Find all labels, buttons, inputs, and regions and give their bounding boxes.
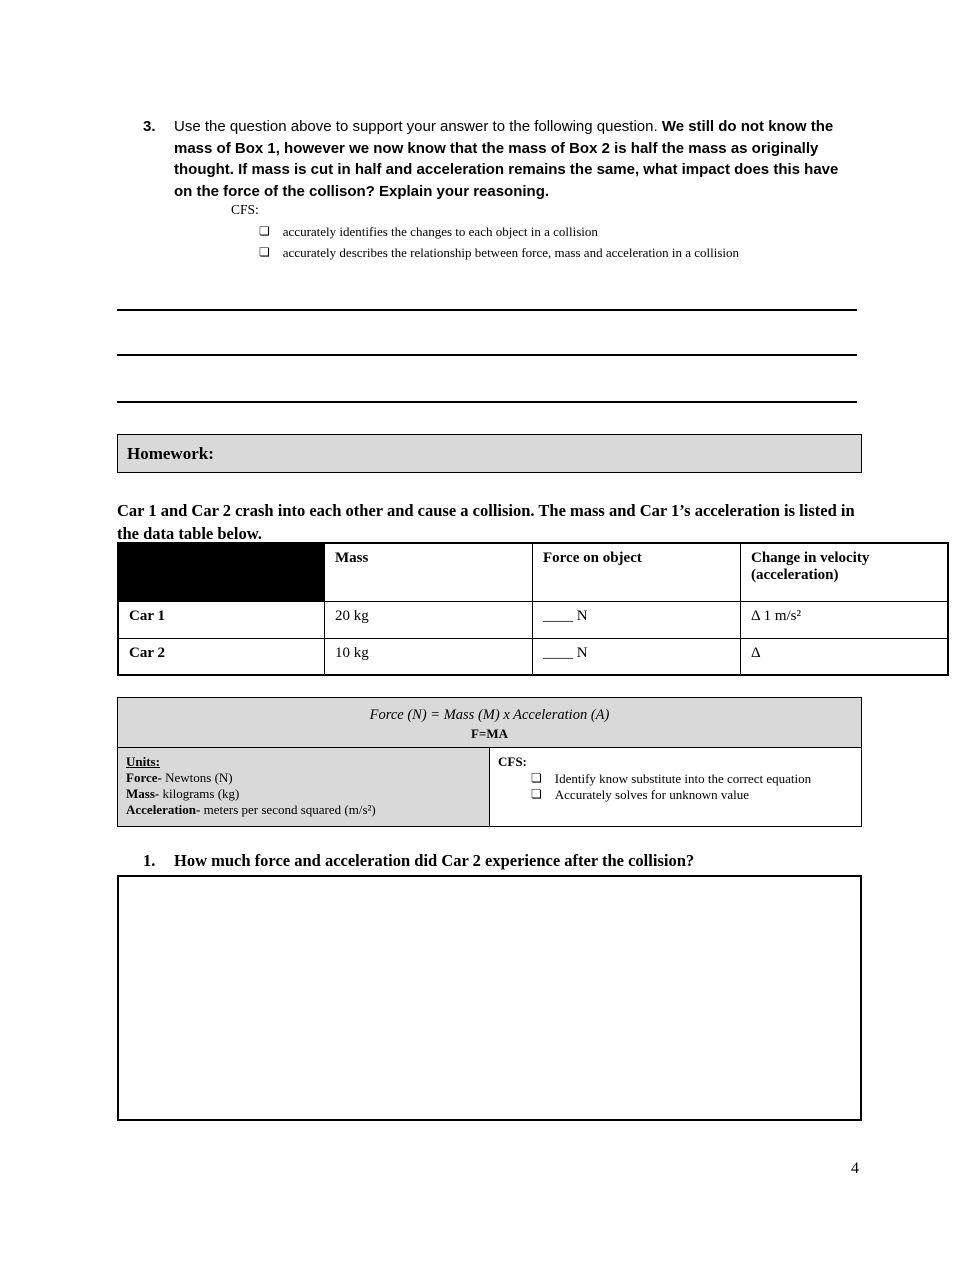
table-cell-car1-velocity: Δ 1 m/s² — [741, 601, 949, 638]
answer-box — [117, 875, 862, 1121]
table-cell-car2-force: ____ N — [533, 638, 741, 675]
unit-force-def: Newtons (N) — [161, 770, 233, 785]
formula-cfs-item-1 — [531, 771, 853, 787]
question-3-cfs-label: CFS: — [231, 202, 259, 217]
table-cell-car1-label: Car 1 — [118, 601, 325, 638]
homework-title: Homework: — [127, 443, 214, 463]
checkbox-icon: ❏ — [259, 224, 270, 238]
unit-mass-term: Mass- — [126, 786, 160, 801]
unit-mass — [126, 786, 481, 802]
question-1-text: How much force and acceleration did Car 2 experience after the collision? — [174, 851, 695, 870]
unit-acceleration-def: meters per second squared (m/s²) — [200, 802, 376, 817]
answer-line-3 — [117, 401, 857, 403]
table-header-row — [118, 543, 948, 601]
unit-mass-def: kilograms (kg) — [159, 786, 240, 801]
formula-cfs-cell — [490, 748, 861, 826]
answer-line-2 — [117, 354, 857, 356]
cfs-item-text: accurately identifies the changes to each object in a collision — [282, 224, 598, 239]
unit-force — [126, 770, 481, 786]
question-3-lead: Use the question above to support your answer to the following question. — [174, 118, 662, 135]
table-header-mass: Mass — [325, 543, 533, 601]
checkbox-icon: ❏ — [531, 787, 542, 801]
table-cell-car2-mass: 10 kg — [325, 638, 533, 675]
question-1-number: 1. — [143, 851, 156, 870]
collision-data-table — [117, 542, 949, 676]
checkbox-icon: ❏ — [531, 771, 542, 785]
table-header-blank-cell — [118, 543, 325, 601]
table-row — [118, 601, 948, 638]
table-cell-car2-label: Car 2 — [118, 638, 325, 675]
table-cell-car1-force: ____ N — [533, 601, 741, 638]
question-3-cfs-item-1 — [259, 224, 598, 240]
formula-short: F=MA — [470, 726, 508, 741]
table-row — [118, 638, 948, 675]
table-header-force: Force on object — [533, 543, 741, 601]
units-label: Units: — [126, 754, 160, 769]
units-cell — [118, 748, 490, 826]
formula-cfs-item-2 — [531, 787, 853, 803]
cfs-item-text: accurately describes the relationship between force, mass and acceleration in a collision — [282, 245, 740, 260]
cfs-item-text: Identify know substitute into the correct equation — [554, 771, 812, 786]
formula-box — [117, 697, 862, 827]
checkbox-icon: ❏ — [259, 245, 270, 259]
unit-force-term: Force- — [126, 770, 162, 785]
table-cell-car1-mass: 20 kg — [325, 601, 533, 638]
question-3-number: 3. — [143, 118, 156, 135]
formula-cfs-label: CFS: — [498, 754, 527, 769]
unit-acceleration-term: Acceleration- — [126, 802, 201, 817]
formula-equation: Force (N) = Mass (M) x Acceleration (A) — [369, 707, 610, 723]
question-3 — [143, 116, 859, 202]
homework-header — [117, 434, 862, 473]
question-3-text — [174, 116, 859, 202]
question-1 — [143, 851, 863, 871]
answer-line-1 — [117, 309, 857, 311]
table-cell-car2-velocity: Δ — [741, 638, 949, 675]
unit-acceleration — [126, 802, 481, 818]
table-header-velocity: Change in velocity (acceleration) — [741, 543, 949, 601]
question-3-cfs-item-2 — [259, 245, 739, 261]
page-number: 4 — [851, 1160, 859, 1177]
homework-intro: Car 1 and Car 2 crash into each other and cause a collision. The mass and Car 1’s acceleration is listed in the data table below. — [117, 501, 855, 543]
cfs-item-text: Accurately solves for unknown value — [554, 787, 749, 802]
question-3-bold: We still do not know the mass of Box 1, however we now know that the mass of Box 2 is half the mass as originally thought. If mass is cut in half and acceleration remains the same, what impact does this have on the force of the collison? Explain your reasoning. — [174, 118, 839, 200]
formula-section — [118, 698, 861, 748]
